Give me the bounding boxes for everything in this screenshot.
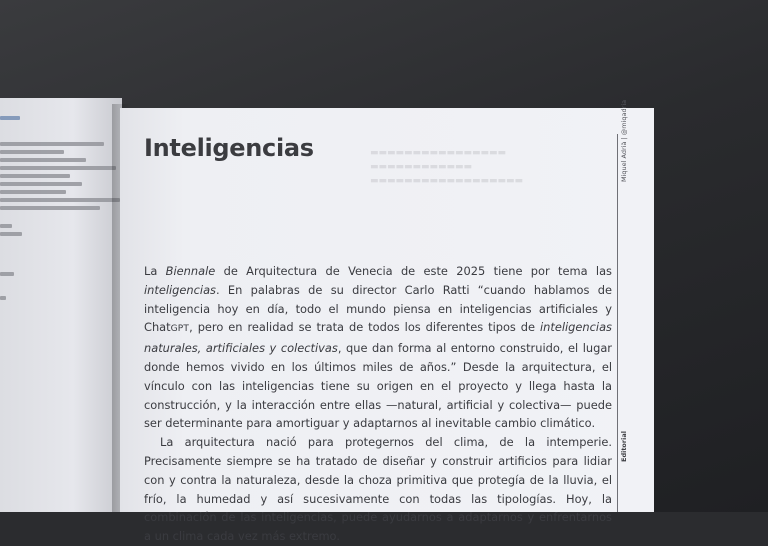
left-page-text-line bbox=[0, 166, 116, 170]
text-run: . En palabras de su director Carlo Ratti “cuando hablamos de inteligencia hoy en día, todo el mundo piensa en inteligencias artificiales y Chat bbox=[144, 282, 612, 335]
left-page bbox=[0, 98, 122, 512]
text-run: de Arquitectura de Venecia de este 2025 tiene por tema las bbox=[215, 264, 612, 278]
left-page-text-line bbox=[0, 224, 12, 228]
side-divider bbox=[617, 134, 618, 512]
left-page-text-line bbox=[0, 158, 86, 162]
left-page-text-line bbox=[0, 232, 22, 236]
author-credit: Miquel Adrià | @miqadria bbox=[620, 99, 628, 182]
left-page-text-line bbox=[0, 182, 82, 186]
right-page bbox=[120, 99, 654, 544]
text-run-italic: Biennale bbox=[165, 264, 216, 278]
article-body bbox=[144, 262, 612, 546]
text-run: La bbox=[144, 264, 166, 278]
text-run: , pero en realidad se trata de todos los diferentes tipos de bbox=[189, 320, 540, 335]
left-page-text-line bbox=[0, 150, 64, 154]
left-page-text-line bbox=[0, 174, 70, 178]
left-page-text-line bbox=[0, 206, 100, 210]
show-through-text: ▬▬▬▬▬▬▬▬▬▬▬▬▬▬▬▬▬▬ bbox=[370, 176, 524, 186]
left-page-text-line bbox=[0, 272, 14, 276]
text-run-smallcaps: GPT bbox=[170, 324, 190, 335]
page-title: Inteligencias bbox=[144, 134, 314, 162]
text-run-italic: inteligencias bbox=[144, 282, 216, 297]
left-page-text-line bbox=[0, 296, 6, 300]
section-label: Editorial bbox=[620, 431, 628, 462]
left-page-text-line bbox=[0, 142, 104, 146]
show-through-text: ▬▬▬▬▬▬▬▬▬▬▬▬▬▬▬▬ bbox=[370, 148, 507, 158]
paragraph-1 bbox=[144, 262, 612, 433]
text-run-italic: inteligencias naturales, artificiales y colectivas bbox=[144, 320, 612, 356]
show-through-text: ▬▬▬▬▬▬▬▬▬▬▬▬ bbox=[370, 162, 473, 172]
left-page-text-line bbox=[0, 116, 20, 120]
text-run: , que dan forma al entorno construido, el lugar donde hemos vivido en los últimos miles de años.” Desde la arquitectura, el vínculo con las inteligencias tiene su origen en el proyecto y llega hasta la construcción, y la interacción entre ellas —natural, artificial y colectiva— puede ser determinante para amortiguar y adaptarnos al inevitable cambio climático. bbox=[144, 341, 612, 431]
left-page-text-line bbox=[0, 198, 120, 202]
left-page-text-line bbox=[0, 190, 66, 194]
paragraph-2: La arquitectura nació para protegernos del clima, de la intemperie. Precisamente siempre se ha tratado de diseñar y construir artificios para lidiar con y contra la naturaleza, desde la choza primitiva que protegía de la lluvia, el frío, la humedad y así sucesivamente con todas las tipologías. Hoy, la combinación de las inteligencias, puede ayudarnos a adaptarnos y enfrentarnos a un clima cada vez más extremo. bbox=[144, 435, 612, 544]
